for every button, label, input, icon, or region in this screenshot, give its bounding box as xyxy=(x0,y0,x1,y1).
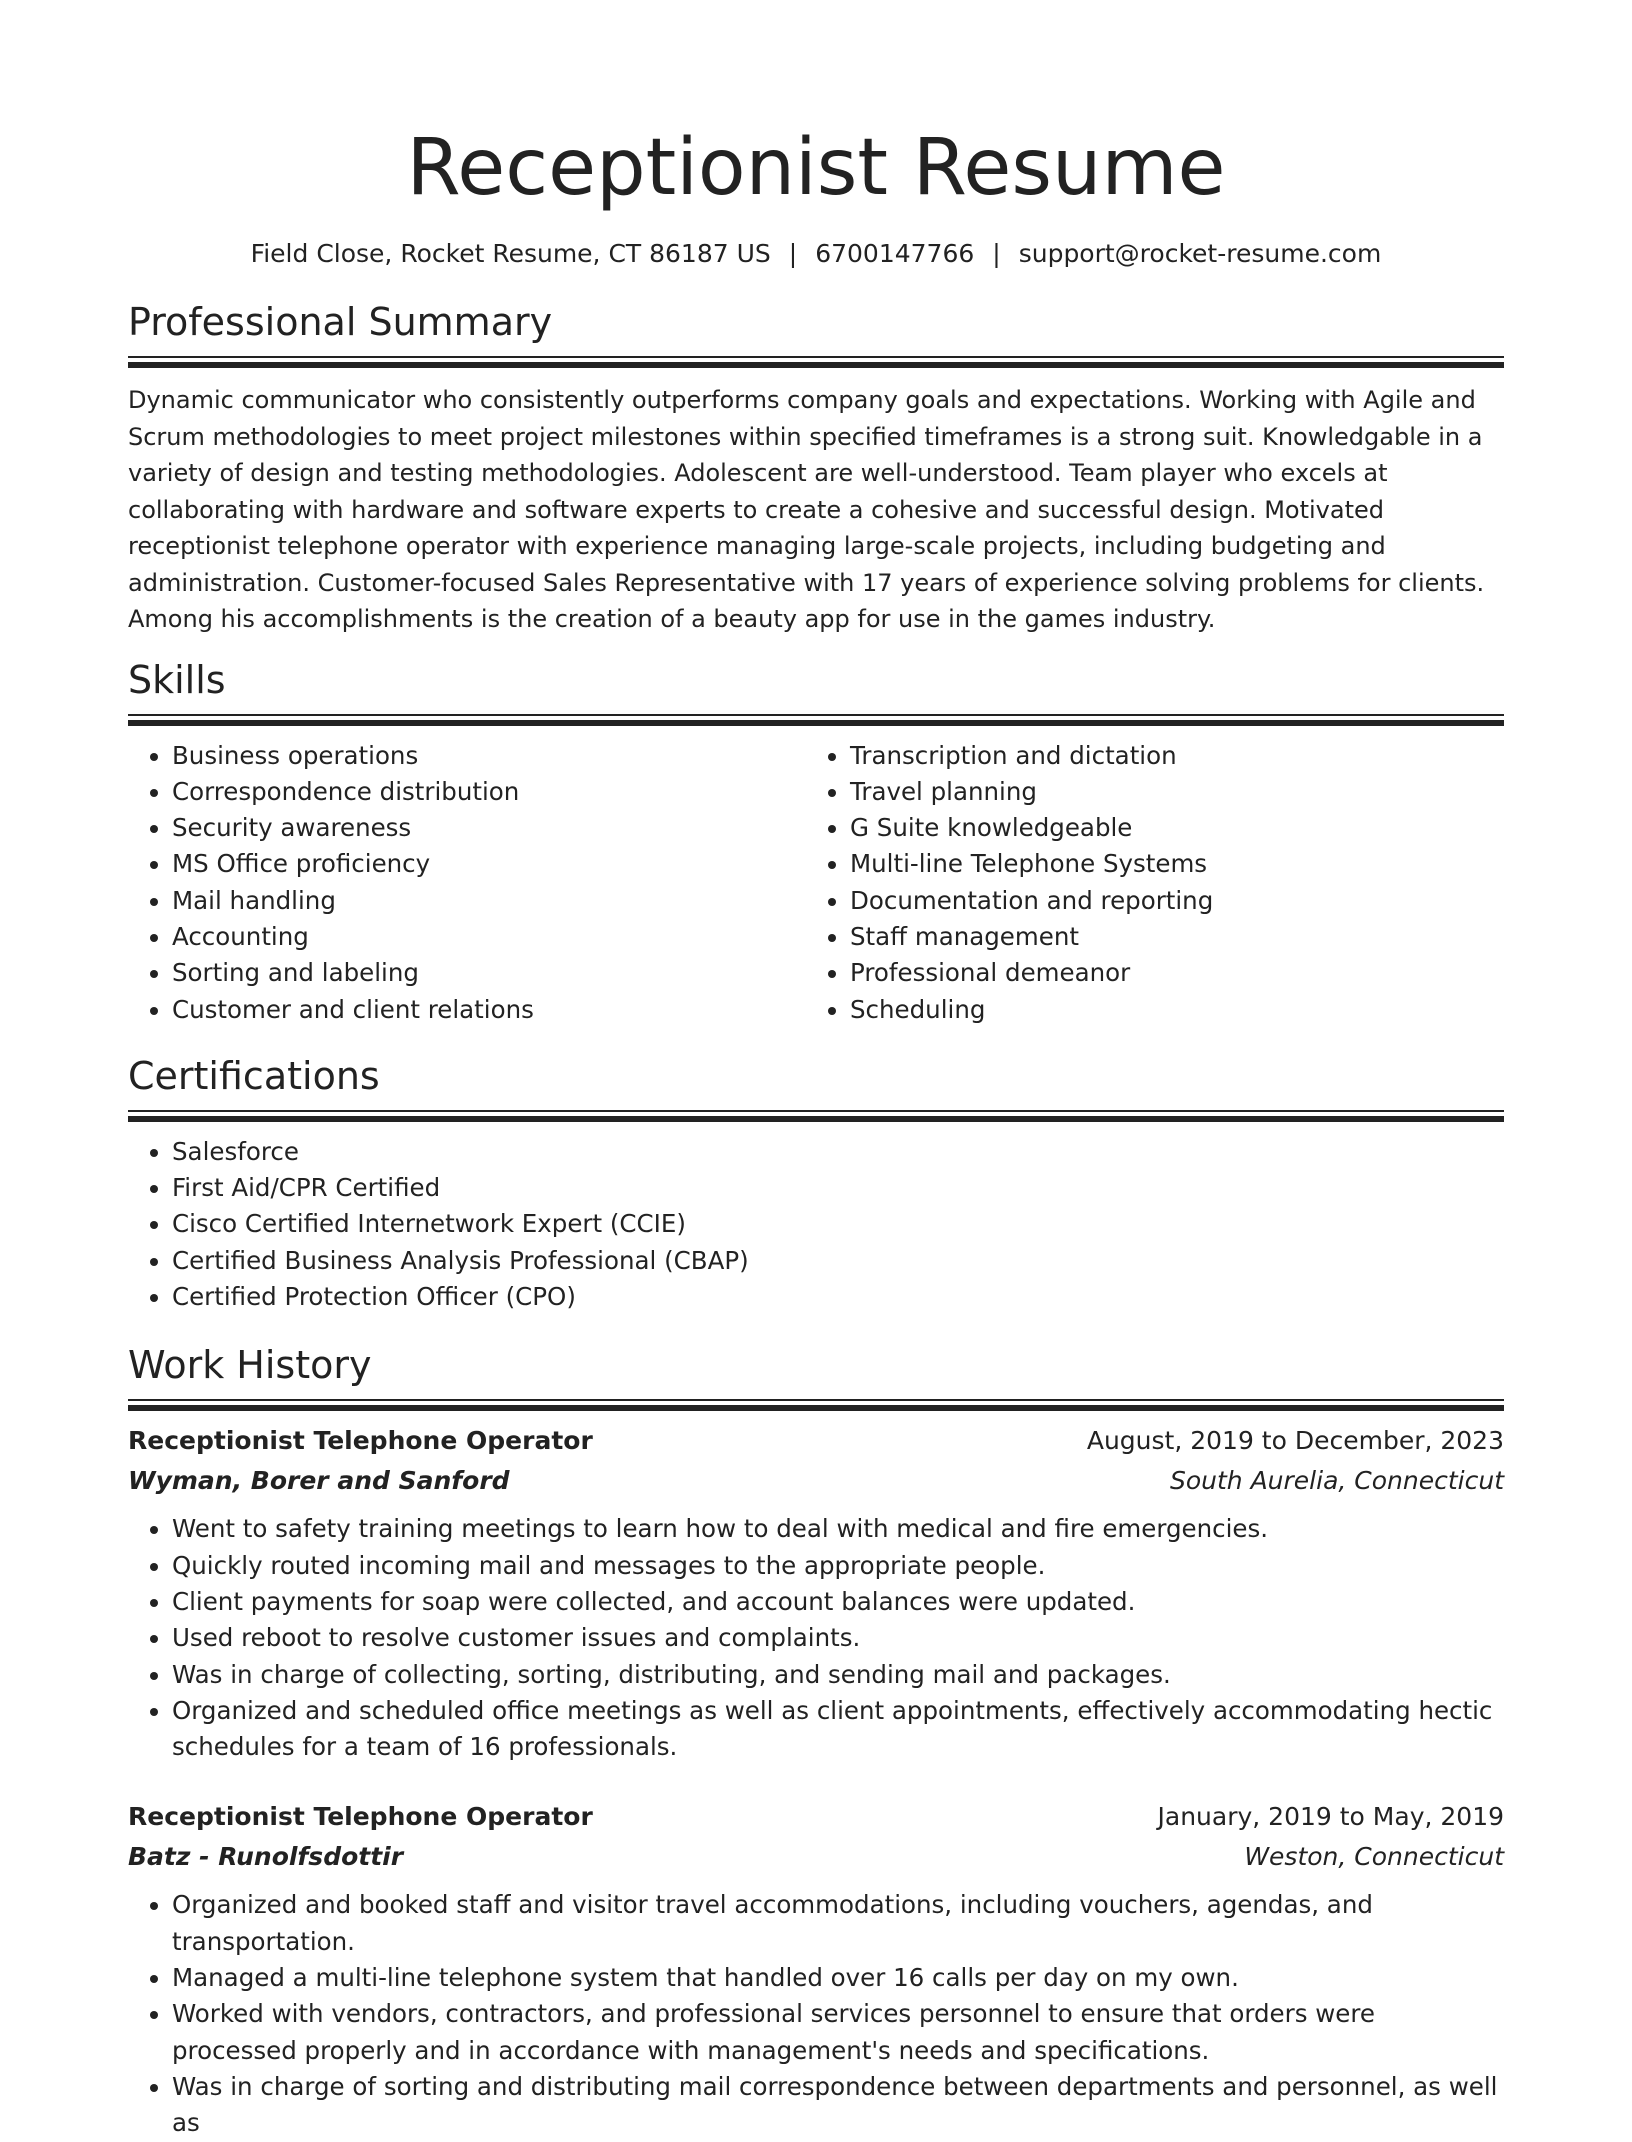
skills-list-left xyxy=(128,738,806,1028)
job-header xyxy=(128,1797,1504,1837)
job-dates: January, 2019 to May, 2019 xyxy=(1157,1802,1504,1832)
work-history-section xyxy=(128,1341,1504,2141)
contact-line xyxy=(128,236,1504,272)
job-subheader xyxy=(128,1837,1504,1877)
work-history-heading: Work History xyxy=(128,1343,372,1388)
job-duty: • Was in charge of sorting and distributing mail correspondence between departments and personnel, as well as xyxy=(172,2069,1504,2142)
job-entry xyxy=(128,1797,1504,2141)
job-title: Receptionist Telephone Operator xyxy=(128,1802,593,1832)
section-divider xyxy=(128,714,1504,724)
job-company: Batz - Runolfsdottir xyxy=(128,1842,404,1872)
certifications-heading: Certifications xyxy=(128,1053,380,1098)
job-duty: • Went to safety training meetings to learn how to deal with medical and fire emergencies. xyxy=(172,1511,1504,1547)
skill-item: • Scheduling xyxy=(850,992,1484,1028)
skills-list-right xyxy=(806,738,1484,1028)
skill-item: • MS Office proficiency xyxy=(172,846,806,882)
job-title: Receptionist Telephone Operator xyxy=(128,1426,593,1456)
skill-item: • Documentation and reporting xyxy=(850,883,1484,919)
section-divider xyxy=(128,356,1504,366)
job-duty: • Client payments for soap were collected, and account balances were updated. xyxy=(172,1584,1504,1620)
job-location: Weston, Connecticut xyxy=(1244,1842,1504,1872)
skill-item: • Business operations xyxy=(172,738,806,774)
certification-item: • Certified Protection Officer (CPO) xyxy=(172,1279,1504,1315)
contact-phone: 6700147766 xyxy=(815,239,975,268)
section-divider xyxy=(128,1399,1504,1409)
certifications-section xyxy=(128,1052,1504,1315)
contact-separator: | xyxy=(992,239,1001,268)
job-entry xyxy=(128,1421,1504,1765)
section-divider xyxy=(128,1110,1504,1120)
summary-section xyxy=(128,298,1504,638)
job-duties-list xyxy=(128,1511,1504,1765)
skill-item: • Security awareness xyxy=(172,810,806,846)
skill-item: • G Suite knowledgeable xyxy=(850,810,1484,846)
certification-item: • First Aid/CPR Certified xyxy=(172,1170,1504,1206)
job-duty: • Organized and scheduled office meetings as well as client appointments, effectively accommodating hectic schedules for a team of 16 professionals. xyxy=(172,1693,1504,1766)
skill-item: • Professional demeanor xyxy=(850,955,1484,991)
job-duty: • Quickly routed incoming mail and messages to the appropriate people. xyxy=(172,1548,1504,1584)
skill-item: • Accounting xyxy=(172,919,806,955)
job-company: Wyman, Borer and Sanford xyxy=(128,1466,510,1496)
job-dates: August, 2019 to December, 2023 xyxy=(1086,1426,1504,1456)
skill-item: • Sorting and labeling xyxy=(172,955,806,991)
certifications-list xyxy=(128,1134,1504,1315)
skill-item: • Staff management xyxy=(850,919,1484,955)
skill-item: • Transcription and dictation xyxy=(850,738,1484,774)
skill-item: • Customer and client relations xyxy=(172,992,806,1028)
summary-text: Dynamic communicator who consistently outperforms company goals and expectations. Working with Agile and Scrum methodologies to meet project milestones within specified timeframes is a strong suit. Knowledgable in a variety of design and testing methodologies. Adolescent are well-understood. Team player who excels at collaborating with hardware and software experts to create a cohesive and successful design. Motivated receptionist telephone operator with experience managing large-scale projects, including budgeting and administration. Customer-focused Sales Representative with 17 years of experience solving problems for clients. Among his accomplishments is the creation of a beauty app for use in the games industry. xyxy=(128,386,1485,633)
contact-separator: | xyxy=(788,239,798,268)
skills-heading: Skills xyxy=(128,657,226,702)
job-duty: • Was in charge of collecting, sorting, distributing, and sending mail and packages. xyxy=(172,1657,1504,1693)
job-subheader xyxy=(128,1461,1504,1501)
skill-item: • Mail handling xyxy=(172,883,806,919)
skill-item: • Travel planning xyxy=(850,774,1484,810)
contact-email: support@rocket-resume.com xyxy=(1018,239,1382,268)
job-duty: • Used reboot to resolve customer issues and complaints. xyxy=(172,1620,1504,1656)
summary-heading: Professional Summary xyxy=(128,300,553,344)
job-location: South Aurelia, Connecticut xyxy=(1169,1466,1504,1496)
job-duties-list xyxy=(128,1887,1504,2141)
skills-section xyxy=(128,656,1504,1028)
job-duty: • Organized and booked staff and visitor travel accommodations, including vouchers, agendas, and transportation. xyxy=(172,1887,1504,1960)
resume-title: Receptionist Resume xyxy=(406,123,1226,213)
resume-page xyxy=(128,0,1504,2142)
job-duty: • Worked with vendors, contractors, and professional services personnel to ensure that orders were processed properly and in accordance with management's needs and specifications. xyxy=(172,1996,1504,2069)
certification-item: • Cisco Certified Internetwork Expert (CCIE) xyxy=(172,1206,1504,1242)
skills-grid xyxy=(128,738,1504,1028)
skill-item: • Correspondence distribution xyxy=(172,774,806,810)
certification-item: • Certified Business Analysis Professional (CBAP) xyxy=(172,1243,1504,1279)
job-duty: • Managed a multi-line telephone system that handled over 16 calls per day on my own. xyxy=(172,1960,1504,1996)
certification-item: • Salesforce xyxy=(172,1134,1504,1170)
contact-address: Field Close, Rocket Resume, CT 86187 US xyxy=(250,239,771,268)
job-header xyxy=(128,1421,1504,1461)
skill-item: • Multi-line Telephone Systems xyxy=(850,846,1484,882)
